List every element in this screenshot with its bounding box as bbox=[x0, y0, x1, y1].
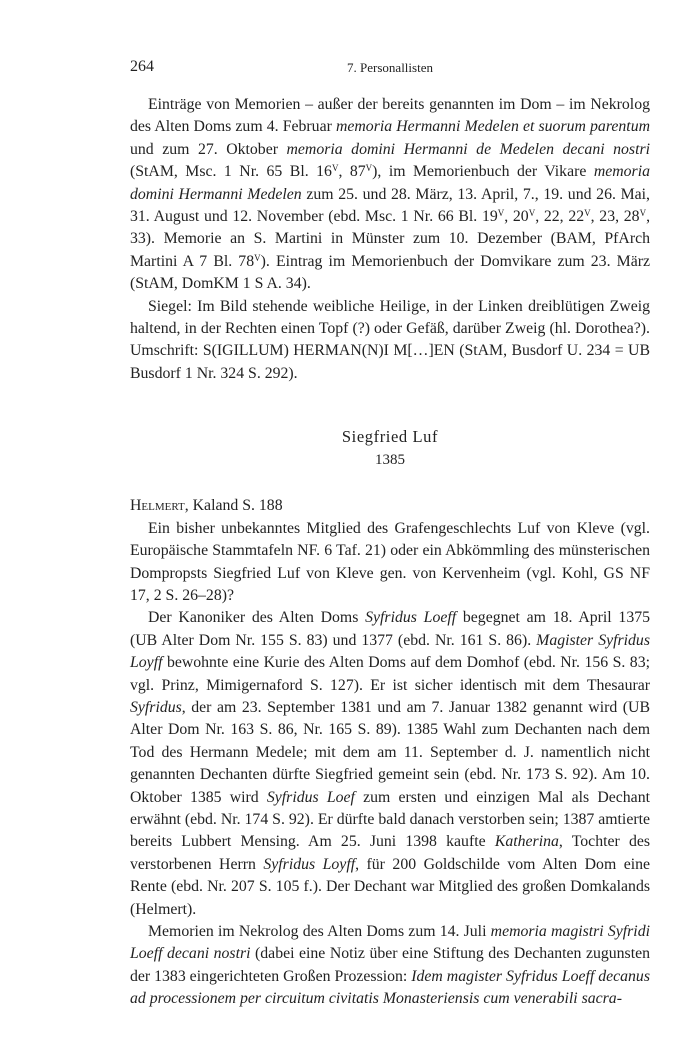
page-number: 264 bbox=[130, 58, 154, 75]
memorien-paragraph: Einträge von Memorien – außer der bereits genannten im Dom – im Nekrolog des Alten Doms zum 4. Februar memoria Hermanni Medelen et suorum parentum und zum 27. Oktober memoria domini Hermanni de Medelen decani nostri (StAM, Msc. 1 Nr. 65 Bl. $16^V$, $87^V$), im Memorienbuch der Vikare memoria domini Hermanni Medelen zum 25. und 28. März, 13. April, 7., 19. und 26. Mai, 31. August und 12. November (ebd. Msc. 1 Nr. 66 Bl. $19^V$, $20^V$, 22, $22^V$, 23, $28^V$, 33). Memorie an S. Martini in Münster zum 10. Dezember (BAM, PfArch Martini A 7 Bl. $78^V$). Eintrag im Memorienbuch der Domvikare zum 23. März (StAM, DomKM 1 S A. 34). bbox=[130, 96, 651, 293]
page-body bbox=[130, 94, 650, 1011]
entry-name: Siegfried Luf bbox=[341, 427, 439, 447]
page-header bbox=[130, 58, 650, 80]
entry-heading bbox=[130, 425, 650, 471]
entry-year: 1385 bbox=[375, 452, 405, 469]
source-reference: Helmert, Kaland S. 188 bbox=[130, 497, 283, 515]
biography-paragraph-1: Ein bisher unbekanntes Mitglied des Grafengeschlechts Luf von Kleve (vgl. Europäische Stammtafeln NF. 6 Taf. 21) oder ein Abkömmling des münsterischen Dompropsts Siegfried Luf von Kleve gen. von Kervenheim (vgl. Kohl, GS NF 17, 2 S. 26–28)? bbox=[130, 519, 650, 604]
biography-paragraph-2: Der Kanoniker des Alten Doms Syfridus Loeff begegnet am 18. April 1375 (UB Alter Dom Nr. 155 S. 83) und 1377 (ebd. Nr. 161 S. 86). Magister Syfridus Loyff bewohnte eine Kurie des Alten Doms auf dem Domhof (ebd. Nr. 156 S. 83; vgl. Prinz, Mimigernaford S. 127). Er ist sicher identisch mit dem Thesaurar Syfridus, der am 23. September 1381 und am 7. Januar 1382 genannt wird (UB Alter Dom Nr. 163 S. 86, Nr. 165 S. 89). 1385 Wahl zum Dechanten nach dem Tod des Hermann Medele; mit dem am 11. September d. J. namentlich nicht genannten Dechanten dürfte Siegfried gemeint sein (ebd. Nr. 173 S. 92). Am 10. Oktober 1385 wird Syfridus Loef zum ersten und einzigen Mal als Dechant erwähnt (ebd. Nr. 174 S. 92). Er dürfte bald danach verstorben sein; 1387 amtierte bereits Lubbert Mensing. Am 25. Juni 1398 kaufte Katherina, Tochter des verstorbenen Herrn Syfridus Loyff, für 200 Goldschilde vom Alten Dom eine Rente (ebd. Nr. 207 S. 105 f.). Der Dechant war Mitglied des großen Domkalands (Helmert). bbox=[130, 609, 651, 918]
memorien-nekrolog-paragraph: Memorien im Nekrolog des Alten Doms zum 14. Juli memoria magistri Syfridi Loeff decani nostri (dabei eine Notiz über eine Stiftung des Dechanten zugunsten der 1383 eingerichteten Großen Prozession: Idem magister Syfridus Loeff decanus ad processionem per circuitum civitatis Monasteriensis cum venerabili sacra- bbox=[130, 923, 650, 1008]
siegel-paragraph: Siegel: Im Bild stehende weibliche Heilige, in der Linken dreiblütigen Zweig haltend, in der Rechten einen Topf (?) oder Gefäß, darüber Zweig (hl. Dorothea?). Umschrift: S(IGILLUM) HERMAN(N)I M[…]EN (StAM, Busdorf U. 234 = UB Busdorf 1 Nr. 324 S. 292). bbox=[130, 297, 650, 382]
running-title: 7. Personallisten bbox=[347, 60, 433, 75]
